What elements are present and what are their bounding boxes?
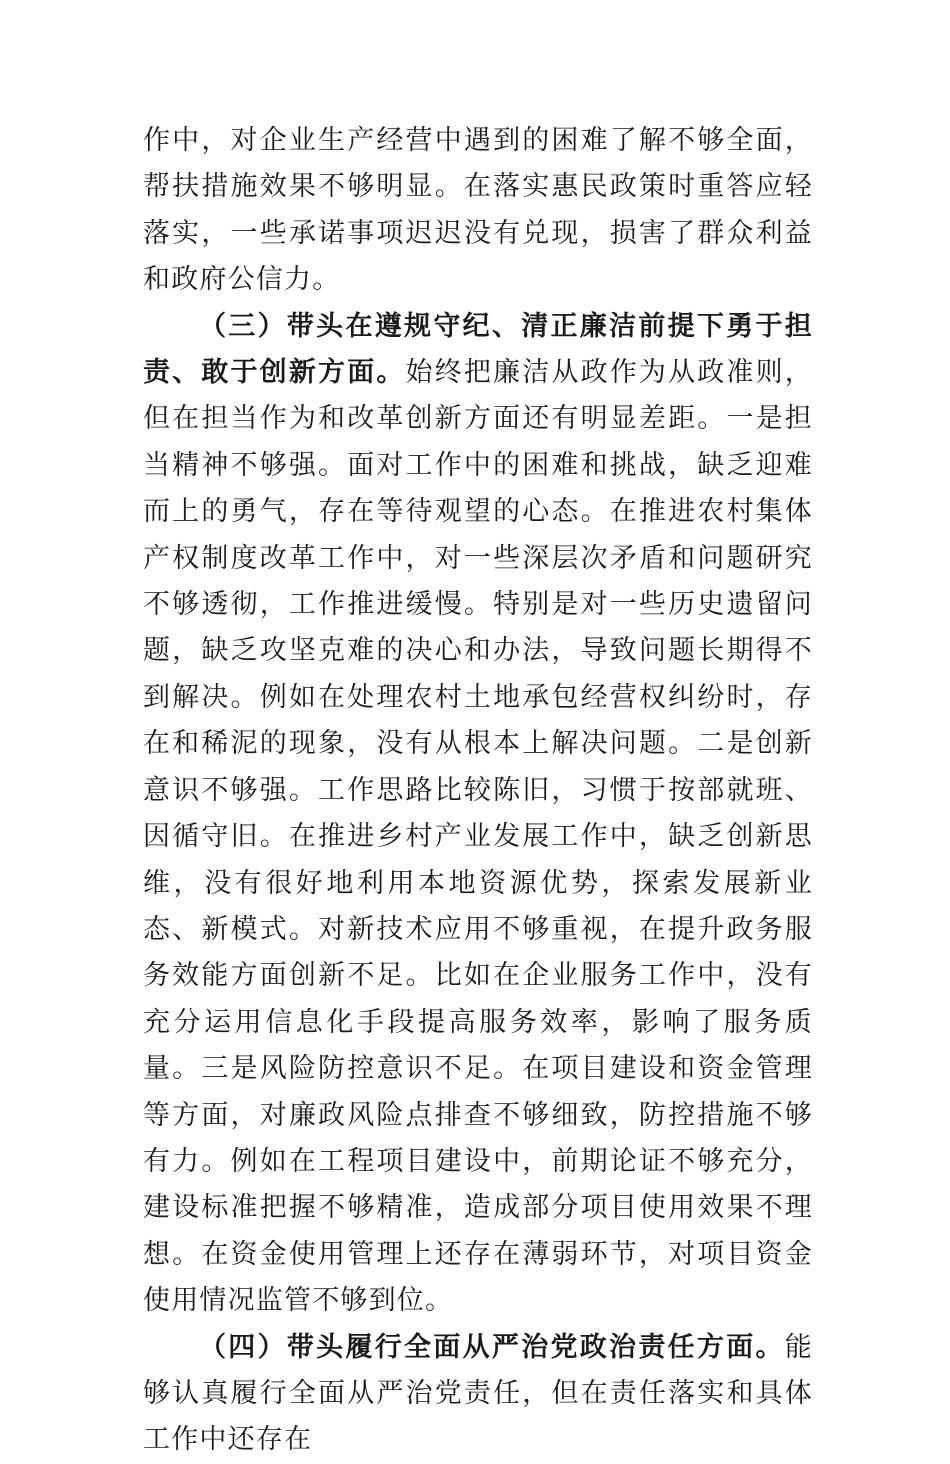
document-body [143,118,813,1464]
paragraph-text: 能够认真履行全面从严治党责任，但在责任落实和具体工作中还存在 [143,1331,813,1456]
paragraph-section-3 [143,304,813,1325]
paragraph-text: 作中，对企业生产经营中遇到的困难了解不够全面，帮扶措施效果不够明显。在落实惠民政策时重答应轻落实，一些承诺事项迟迟没有兑现，损害了群众利益和政府公信力。 [143,125,813,296]
section-heading: （四）带头履行全面从严治党政治责任方面。 [199,1331,785,1363]
paragraph-continuation [143,118,813,304]
section-heading: （三）带头在遵规守纪、清正廉洁前提下勇于担责、敢于创新方面。 [143,310,813,389]
paragraph-section-4 [143,1325,813,1464]
paragraph-text: 始终把廉洁从政作为从政准则，但在担当作为和改革创新方面还有明显差距。一是担当精神不够强。面对工作中的困难和挑战，缺乏迎难而上的勇气，存在等待观望的心态。在推进农村集体产权制度改革工作中，对一些深层次矛盾和问题研究不够透彻，工作推进缓慢。特别是对一些历史遗留问题，缺乏攻坚克难的决心和办法，导致问题长期得不到解决。例如在处理农村土地承包经营权纠纷时，存在和稀泥的现象，没有从根本上解决问题。二是创新意识不够强。工作思路比较陈旧，习惯于按部就班、因循守旧。在推进乡村产业发展工作中，缺乏创新思维，没有很好地利用本地资源优势，探索发展新业态、新模式。对新技术应用不够重视，在提升政务服务效能方面创新不足。比如在企业服务工作中，没有充分运用信息化手段提高服务效率，影响了服务质量。三是风险防控意识不足。在项目建设和资金管理等方面，对廉政风险点排查不够细致，防控措施不够有力。例如在工程项目建设中，前期论证不够充分，建设标准把握不够精准，造成部分项目使用效果不理想。在资金使用管理上还存在薄弱环节，对项目资金使用情况监管不够到位。 [143,357,813,1317]
